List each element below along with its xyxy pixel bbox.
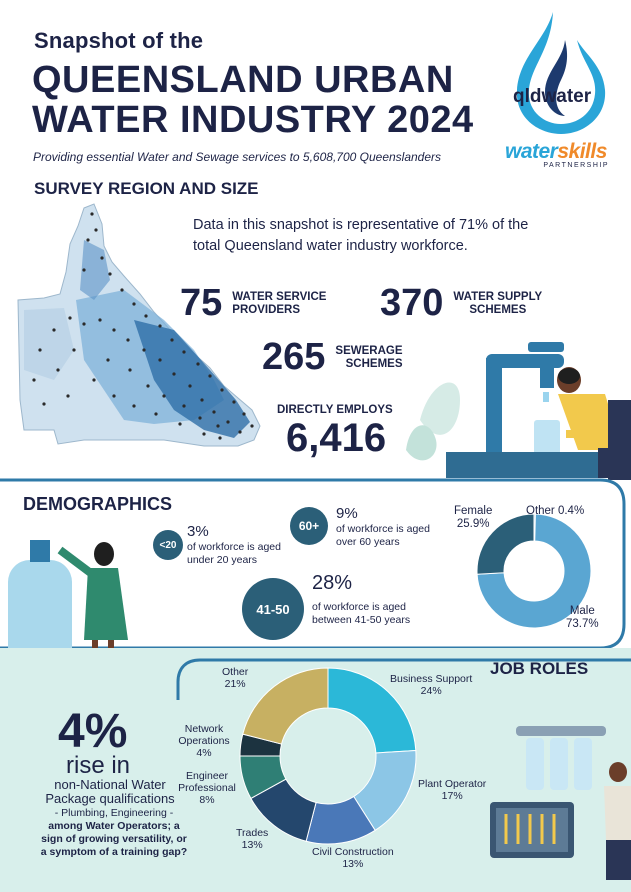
rise-qualification-text — [10, 778, 210, 806]
stat-schemes-label-1: WATER SUPPLY — [453, 290, 543, 303]
role-network-operations-pct: 4% — [196, 747, 212, 759]
role-civil-construction-label: Civil Construction — [312, 846, 394, 858]
waterskills-partnership: PARTNERSHIP — [543, 162, 609, 169]
title-line-2: WATER INDUSTRY 2024 — [32, 99, 474, 141]
age-under20-pct: 3% — [187, 523, 209, 540]
rise-line-2: Package qualifications — [45, 791, 175, 806]
gender-female-label: Female — [454, 505, 493, 517]
role-network-operations-label: Network Operations — [178, 723, 230, 747]
title-line-1: QUEENSLAND URBAN — [32, 59, 454, 101]
rise-detail-4: a symptom of a training gap? — [40, 846, 188, 858]
stat-schemes — [380, 282, 542, 325]
stat-providers-label-1: WATER SERVICE — [232, 290, 327, 303]
stat-schemes-label-2: SCHEMES — [469, 303, 527, 316]
rise-word: rise in — [66, 752, 131, 779]
section-heading-job-roles: JOB ROLES — [490, 659, 589, 678]
age-60plus-line-1: of workforce is aged — [336, 523, 430, 535]
age-60plus-line-2: over 60 years — [336, 536, 400, 548]
age-60plus-pct: 9% — [336, 505, 358, 522]
age-41-50-line-2: between 41-50 years — [312, 614, 411, 626]
role-plant-operator-pct: 17% — [441, 790, 463, 802]
age-41-50-pct: 28% — [312, 572, 353, 594]
gender-female-pct: 25.9% — [456, 518, 490, 530]
section-heading-demographics: DEMOGRAPHICS — [23, 494, 173, 514]
page-title — [32, 60, 502, 140]
role-other-pct: 21% — [224, 678, 246, 690]
qldwater-wordmark: qldwater — [513, 86, 592, 107]
role-plant-operator-label: Plant Operator — [418, 778, 487, 790]
rise-line-1: non-National Water — [54, 777, 166, 792]
stat-sewerage-label-1: SEWERAGE — [335, 344, 403, 357]
stat-providers — [180, 282, 326, 325]
gender-male-pct: 73.7% — [566, 618, 599, 630]
stat-sewerage-value: 265 — [262, 336, 326, 378]
stat-providers-value: 75 — [180, 282, 223, 324]
role-engineer-professional-label: Engineer Professional — [178, 770, 236, 794]
stat-schemes-value: 370 — [380, 282, 444, 324]
section-heading-survey: SURVEY REGION AND SIZE — [34, 179, 259, 198]
stat-sewerage — [262, 336, 403, 379]
employs-value: 6,416 — [286, 416, 387, 460]
gender-other-label: Other 0.4% — [526, 505, 585, 517]
gender-male-label: Male — [569, 605, 595, 617]
pre-title: Snapshot of the — [34, 28, 204, 53]
representative-text: Data in this snapshot is representative of 71% of the total Queensland water industry workforce. — [193, 217, 529, 254]
role-civil-construction-pct: 13% — [342, 858, 364, 870]
role-other-label: Other — [222, 666, 249, 678]
role-engineer-professional-pct: 8% — [199, 794, 215, 806]
stat-sewerage-label-2: SCHEMES — [345, 357, 403, 370]
employs-label: DIRECTLY EMPLOYS — [277, 404, 393, 416]
role-business-support-pct: 24% — [420, 685, 442, 697]
age-under20-line-2: under 20 years — [187, 554, 258, 566]
rise-detail-1: - Plumbing, Engineering - — [54, 807, 174, 819]
waterskills-skills: skills — [557, 140, 607, 163]
rise-detail-text — [8, 807, 220, 859]
job-slice-other — [243, 668, 328, 744]
filter-toolbox-illustration — [480, 720, 631, 890]
age-badge-41-50: 41-50 — [242, 578, 304, 640]
age-badge-60plus: 60+ — [290, 507, 328, 545]
age-under20-line-1: of workforce is aged — [187, 541, 281, 553]
tap-illustration — [400, 340, 631, 480]
waterskills-logo — [505, 140, 617, 180]
waterskills-water: water — [505, 140, 558, 163]
rise-detail-2: among Water Operators; a — [48, 820, 180, 832]
rise-percent: 4% — [58, 705, 128, 758]
subtitle: Providing essential Water and Sewage services to 5,608,700 Queenslanders — [33, 150, 442, 164]
role-business-support-label: Business Support — [390, 673, 473, 685]
age-41-50-line-1: of workforce is aged — [312, 601, 406, 613]
stat-providers-label-2: PROVIDERS — [232, 303, 301, 316]
rise-detail-3: sign of growing versatility, or — [41, 833, 187, 845]
role-trades-pct: 13% — [241, 839, 263, 851]
role-trades-label: Trades — [236, 827, 269, 839]
qldwater-logo — [505, 10, 615, 138]
age-badge-under20: <20 — [153, 530, 183, 560]
